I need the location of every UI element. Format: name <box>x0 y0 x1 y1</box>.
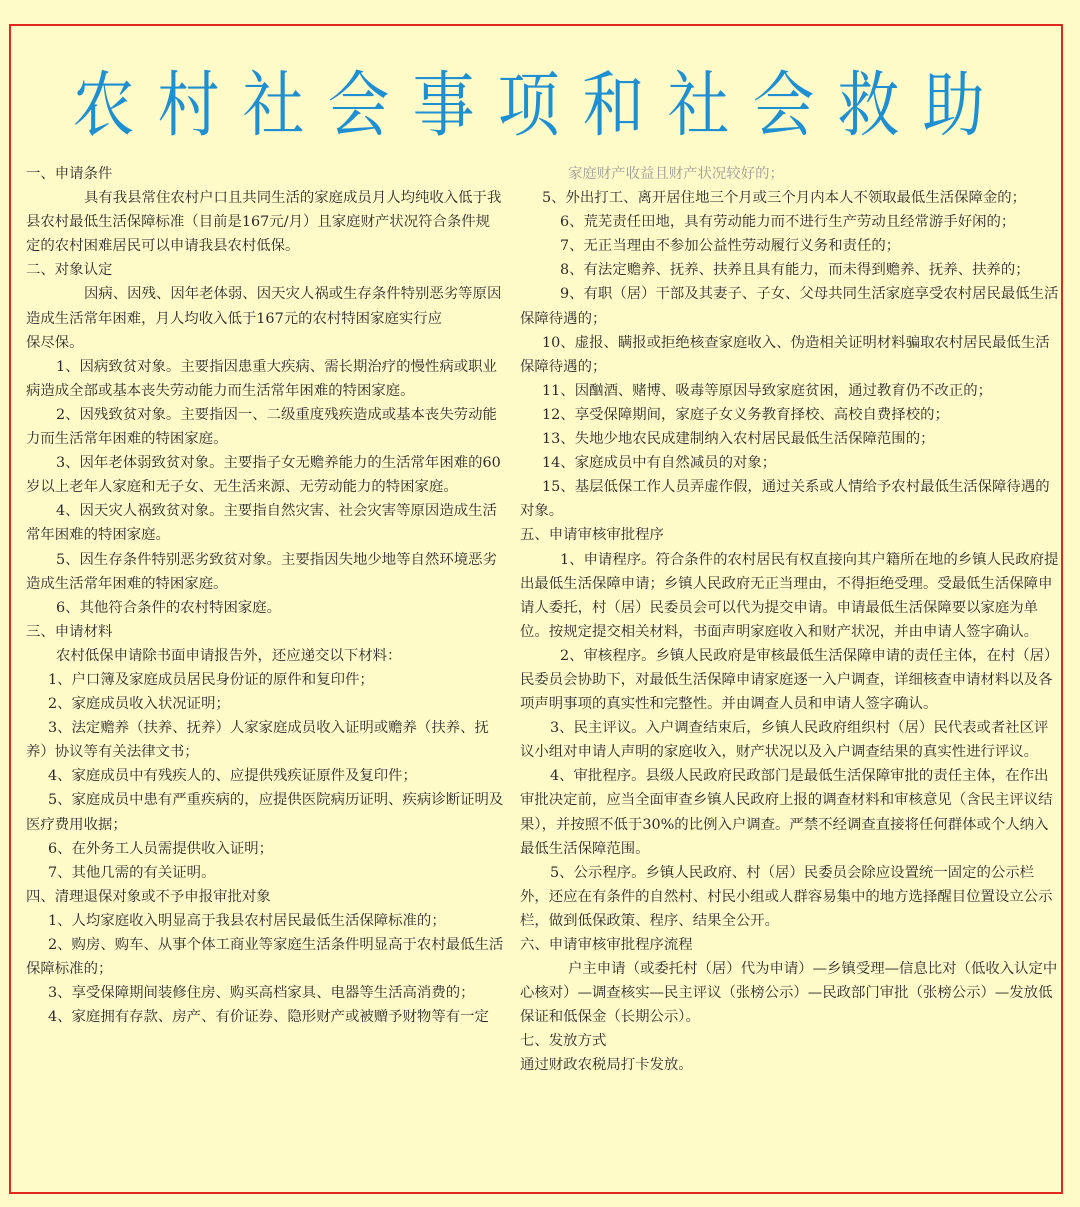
right-paragraph: 4、审批程序。县级人民政府民政部门是最低生活保障审批的责任主体，在作出审批决定前，应当全面审查乡镇人民政府上报的调查材料和审核意见（含民主评议结果），并按照不低于30%的比例入户调查。严禁不经调查直接将任何群体或个人纳入最低生活保障范围。 <box>520 768 1053 857</box>
left-paragraph: 6、在外务工人员需提供收入证明； <box>48 840 274 857</box>
left-paragraph: 一、申请条件 <box>26 166 113 182</box>
right-paragraph: 1、申请程序。符合条件的农村居民有权直接向其户籍所在地的乡镇人民政府提出最低生活保障申请；乡镇人民政府无正当理由，不得拒绝受理。受最低生活保障申请人委托，村（居）民委员会可以代为提交申请。申请最低生活保障要以家庭为单位。按规定提交相关材料，书面声明家庭收入和财产状况，并由申请人签字确认。 <box>520 551 1059 640</box>
right-paragraph: 七、发放方式 <box>520 1033 607 1050</box>
right-paragraph: 家庭财产收益且财产状况较好的； <box>568 166 784 182</box>
left-paragraph: 4、家庭拥有存款、房产、有价证券、隐形财产或被赠予财物等有一定 <box>48 1009 489 1026</box>
left-paragraph: 1、户口簿及家庭成员居民身份证的原件和复印件； <box>48 671 374 688</box>
right-paragraph: 15、基层低保工作人员弄虚作假，通过关系或人情给予农村最低生活保障待遇的对象。 <box>520 479 1050 520</box>
right-paragraph: 五、申请审核审批程序 <box>520 527 664 544</box>
left-paragraph: 二、对象认定 <box>26 262 113 279</box>
right-paragraph: 14、家庭成员中有自然减员的对象； <box>542 455 777 472</box>
left-column <box>26 162 504 1029</box>
right-paragraph: 六、申请审核审批程序流程 <box>520 937 693 953</box>
right-paragraph: 8、有法定赡养、抚养、扶养且具有能力，而未得到赡养、抚养、扶养的； <box>560 262 1030 279</box>
right-paragraph: 13、失地少地农民成建制纳入农村居民最低生活保障范围的； <box>542 431 935 448</box>
right-paragraph: 户主申请（或委托村（居）代为申请）—乡镇受理—信息比对（低收入认定中心核对）—调查核实—民主评议（张榜公示）—民政部门审批（张榜公示）—发放低保证和低保金（长期公示）。 <box>520 961 1058 1026</box>
right-paragraph: 6、荒芜责任田地，具有劳动能力而不进行生产劳动且经常游手好闲的； <box>560 214 1016 231</box>
left-paragraph: 三、申请材料 <box>26 623 113 640</box>
left-paragraph: 3、享受保障期间装修住房、购买高档家具、电器等生活高消费的； <box>48 985 475 1002</box>
left-paragraph: 1、人均家庭收入明显高于我县农村居民最低生活保障标准的； <box>48 912 446 929</box>
left-paragraph: 3、因年老体弱致贫对象。主要指子女无赡养能力的生活常年困难的60岁以上老年人家庭和无子女、无生活来源、无劳动能力的特困家庭。 <box>26 455 501 496</box>
right-paragraph: 9、有职（居）干部及其妻子、子女、父母共同生活家庭享受农村居民最低生活保障待遇的； <box>520 286 1059 327</box>
left-paragraph: 农村低保申请除书面申请报告外，还应递交以下材料： <box>56 647 402 664</box>
right-paragraph: 7、无正当理由不参加公益性劳动履行义务和责任的； <box>560 238 901 255</box>
left-paragraph: 2、因残致贫对象。主要指因一、二级重度残疾造成或基本丧失劳动能力而生活常年困难的特困家庭。 <box>26 406 497 448</box>
right-paragraph: 12、享受保障期间，家庭子女义务教育择校、高校自费择校的； <box>542 406 949 423</box>
right-paragraph: 通过财政农税局打卡发放。 <box>520 1057 693 1074</box>
right-paragraph: 10、虚报、瞒报或拒绝核查家庭收入、伪造相关证明材料骗取农村居民最低生活保障待遇的； <box>520 334 1050 375</box>
left-paragraph: 4、因天灾人祸致贫对象。主要指自然灾害、社会灾害等原因造成生活常年困难的特困家庭。 <box>26 503 497 544</box>
right-column <box>520 162 1060 1078</box>
right-paragraph: 3、民主评议。入户调查结束后，乡镇人民政府组织村（居）民代表或者社区评议小组对申请人声明的家庭收入，财产状况以及入户调查结果的真实性进行评议。 <box>520 720 1049 761</box>
left-paragraph: 因病、因残、因年老体弱、因天灾人祸或生存条件特别恶劣等原因造成生活常年困难，月人均收入低于167元的农村特困家庭实行应 <box>26 286 502 327</box>
right-paragraph: 11、因酗酒、赌博、吸毒等原因导致家庭贫困，通过教育仍不改正的； <box>542 382 993 399</box>
right-paragraph: 5、外出打工、离开居住地三个月或三个月内本人不领取最低生活保障金的； <box>542 190 1027 207</box>
left-paragraph: 2、家庭成员收入状况证明； <box>48 696 230 713</box>
right-paragraph: 2、审核程序。乡镇人民政府是审核最低生活保障申请的责任主体，在村（居）民委员会协助下，对最低生活保障申请家庭逐一入户调查，详细核查申请材料以及各项声明事项的真实性和完整性。并由调查人员和申请人签字确认。 <box>520 647 1059 713</box>
page-title: 农村社会事项和社会救助 <box>72 62 1008 147</box>
left-paragraph: 具有我县常住农村户口且共同生活的家庭成员月人均纯收入低于我县农村最低生活保障标准（目前是167元/月）且家庭财产状况符合条件规定的农村困难居民可以申请我县农村低保。 <box>26 190 502 255</box>
left-paragraph: 5、因生存条件特别恶劣致贫对象。主要指因失地少地等自然环境恶劣造成生活常年困难的特困家庭。 <box>26 551 497 592</box>
left-paragraph: 2、购房、购车、从事个体工商业等家庭生活条件明显高于农村最低生活保障标准的； <box>26 937 504 978</box>
left-paragraph: 7、其他几需的有关证明。 <box>48 864 216 881</box>
right-paragraph: 5、公示程序。乡镇人民政府、村（居）民委员会除应设置统一固定的公示栏外，还应在有条件的自然村、村民小组或人群容易集中的地方选择醒目位置设立公示栏，做到低保政策、程序、结果全公开。 <box>520 864 1053 929</box>
left-paragraph: 四、清理退保对象或不予申报审批对象 <box>26 888 271 905</box>
left-paragraph: 4、家庭成员中有残疾人的、应提供残疾证原件及复印件； <box>48 768 417 785</box>
left-paragraph: 3、法定赡养（扶养、抚养）人家家庭成员收入证明或赡养（扶养、抚养）协议等有关法律文书； <box>26 720 489 761</box>
left-paragraph: 保尽保。 <box>26 334 84 351</box>
left-paragraph: 1、因病致贫对象。主要指因患重大疾病、需长期治疗的慢性病或职业病造成全部或基本丧失劳动能力而生活常年困难的特困家庭。 <box>26 358 497 399</box>
left-paragraph: 5、家庭成员中患有严重疾病的，应提供医院病历证明、疾病诊断证明及医疗费用收据； <box>26 792 504 833</box>
left-paragraph: 6、其他符合条件的农村特困家庭。 <box>56 599 282 616</box>
